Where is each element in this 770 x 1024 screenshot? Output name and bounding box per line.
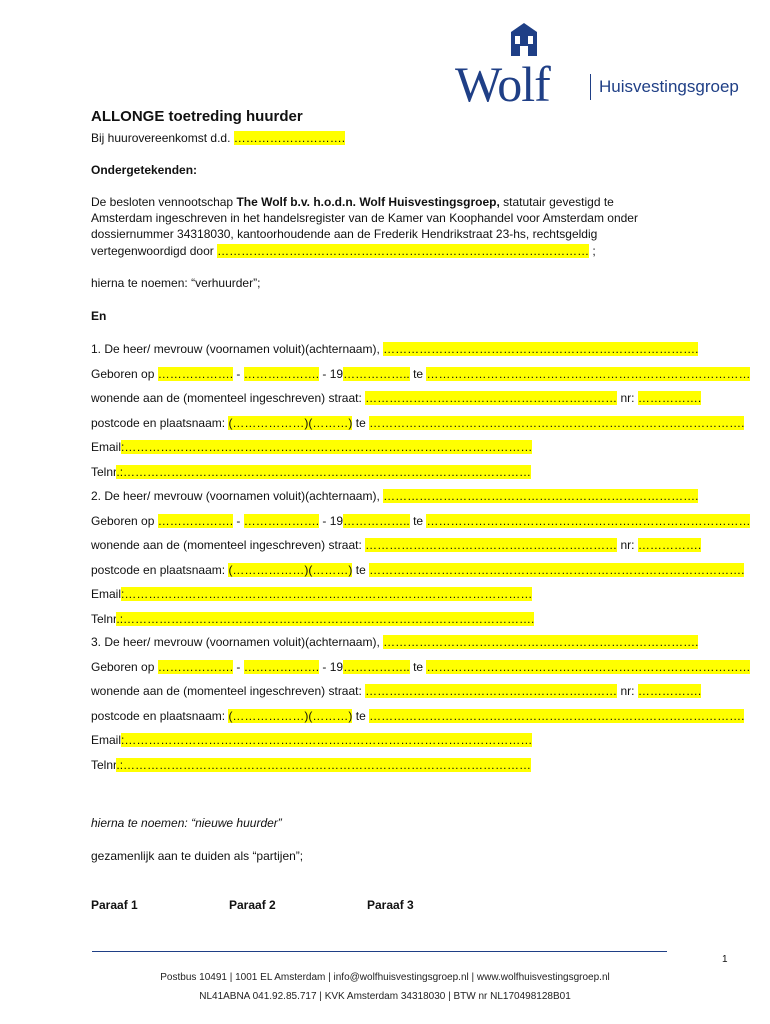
intro-text: vertegenwoordigd door: [91, 244, 218, 258]
postcode-label: postcode en plaatsnaam:: [91, 416, 229, 430]
tenant-name-field[interactable]: …………………………………………………………………….: [383, 635, 699, 649]
birth-label: Geboren op: [91, 514, 158, 528]
footer-contact: Postbus 10491 | 1001 EL Amsterdam | info@wolfhuisvestingsgroep.nl | www.wolfhuisvestingsgroep.nl: [160, 972, 610, 983]
birth-label: Geboren op: [91, 660, 158, 674]
tenant-phone-line: [91, 464, 531, 480]
signatories-heading: Ondergetekenden:: [91, 163, 198, 177]
document-title: ALLONGE toetreding huurder: [91, 108, 303, 125]
contract-date-line: [91, 130, 345, 146]
birth-place-field[interactable]: ………………………………………………………………………: [426, 660, 751, 674]
city-field[interactable]: ………………………………………………………………………………….: [369, 416, 745, 430]
tenant-name-field[interactable]: …………………………………………………………………….: [383, 342, 699, 356]
tenant-email-line: [91, 732, 532, 748]
street-label: wonende aan de (momenteel ingeschreven) straat:: [91, 684, 366, 698]
footer-registration: NL41ABNA 041.92.85.717 | KVK Amsterdam 34318030 | BTW nr NL170498128B01: [199, 991, 571, 1002]
tenant-name-label: 1. De heer/ mevrouw (voornamen voluit)(achternaam),: [91, 342, 384, 356]
intro-text: statutair gevestigd te: [499, 195, 614, 209]
city-field[interactable]: ………………………………………………………………………………….: [369, 709, 745, 723]
tenant-phone-line: [91, 757, 531, 773]
birth-place-field[interactable]: ………………………………………………………………………: [426, 367, 751, 381]
logo-separator: [590, 74, 591, 100]
tenant-birth-line: [91, 513, 750, 529]
date-separator: -: [233, 367, 244, 381]
intro-text: ;: [589, 244, 596, 258]
house-number-label: nr:: [617, 538, 638, 552]
wolf-logo: [455, 22, 755, 112]
birth-month-field[interactable]: ……………….: [243, 514, 320, 528]
intro-line-1: [91, 194, 614, 210]
email-field[interactable]: :…………………………………………………………………………………………: [121, 587, 533, 601]
birth-day-field[interactable]: ……………….: [157, 660, 234, 674]
postcode-field[interactable]: (………………)(………): [228, 563, 353, 577]
email-label: Email: [91, 587, 122, 601]
tenant-name-line: [91, 341, 698, 357]
birth-year-field[interactable]: ……………..: [343, 367, 410, 381]
postcode-field[interactable]: (………………)(………): [228, 416, 353, 430]
house-icon: [509, 22, 539, 56]
tenant-birth-line: [91, 366, 750, 382]
postcode-label: postcode en plaatsnaam:: [91, 709, 229, 723]
phone-field[interactable]: .:…………………………………………………………………………………………: [116, 465, 532, 479]
birth-day-field[interactable]: ……………….: [157, 514, 234, 528]
birth-place-label: te: [409, 514, 427, 528]
street-field[interactable]: ………………………………………………………: [365, 538, 618, 552]
birth-year-prefix: - 19: [319, 367, 344, 381]
phone-label: Telnr: [91, 758, 117, 772]
email-label: Email: [91, 733, 122, 747]
initials-3: Paraaf 3: [367, 898, 414, 912]
tenant-name-label: 3. De heer/ mevrouw (voornamen voluit)(achternaam),: [91, 635, 384, 649]
birth-day-field[interactable]: ……………….: [157, 367, 234, 381]
birth-place-field[interactable]: ………………………………………………………………………: [426, 514, 751, 528]
tenant-postcode-line: [91, 708, 744, 724]
birth-place-label: te: [409, 660, 427, 674]
tenant-name-label: 2. De heer/ mevrouw (voornamen voluit)(achternaam),: [91, 489, 384, 503]
house-number-field[interactable]: …………….: [637, 391, 702, 405]
city-field[interactable]: ………………………………………………………………………………….: [369, 563, 745, 577]
logo-wordmark: Wolf: [455, 56, 550, 112]
date-separator: -: [233, 514, 244, 528]
intro-line-4: [91, 243, 596, 259]
birth-year-prefix: - 19: [319, 660, 344, 674]
phone-label: Telnr: [91, 465, 117, 479]
intro-line-2: Amsterdam ingeschreven in het handelsregister van de Kamer van Koophandel voor Amsterdam onder: [91, 211, 638, 225]
contract-date-field[interactable]: ……………………….: [233, 131, 346, 145]
tenant-postcode-line: [91, 562, 744, 578]
initials-1: Paraaf 1: [91, 898, 138, 912]
birth-year-field[interactable]: ……………..: [343, 660, 410, 674]
city-label: te: [352, 416, 370, 430]
tenant-name-field[interactable]: …………………………………………………………………….: [383, 489, 699, 503]
intro-line-3: dossiernummer 34318030, kantoorhoudende aan de Frederik Hendrikstraat 23-hs, rechtsgeldig: [91, 227, 598, 241]
email-field[interactable]: :…………………………………………………………………………………………: [121, 733, 533, 747]
tenant-birth-line: [91, 659, 750, 675]
house-number-field[interactable]: …………….: [637, 684, 702, 698]
tenant-email-line: [91, 439, 532, 455]
parties-reference: gezamenlijk aan te duiden als “partijen”;: [91, 849, 304, 863]
street-label: wonende aan de (momenteel ingeschreven) straat:: [91, 538, 366, 552]
logo-tagline: Huisvestingsgroep: [599, 77, 739, 96]
tenant-address-line: [91, 683, 701, 699]
tenant-name-line: [91, 488, 698, 504]
phone-field[interactable]: .:…………………………………………………………………………………………: [116, 758, 532, 772]
tenant-address-line: [91, 537, 701, 553]
contract-date-label: Bij huurovereenkomst d.d.: [91, 131, 234, 145]
initials-2: Paraaf 2: [229, 898, 276, 912]
birth-year-field[interactable]: ……………..: [343, 514, 410, 528]
landlord-reference: hierna te noemen: “verhuurder”;: [91, 276, 261, 290]
city-label: te: [352, 563, 370, 577]
intro-text: De besloten vennootschap: [91, 195, 237, 209]
birth-place-label: te: [409, 367, 427, 381]
postcode-label: postcode en plaatsnaam:: [91, 563, 229, 577]
representative-field[interactable]: …………………………………………………………………………………: [217, 244, 590, 258]
tenant-address-line: [91, 390, 701, 406]
street-label: wonende aan de (momenteel ingeschreven) straat:: [91, 391, 366, 405]
tenant-email-line: [91, 586, 532, 602]
birth-month-field[interactable]: ……………….: [243, 660, 320, 674]
birth-label: Geboren op: [91, 367, 158, 381]
date-separator: -: [233, 660, 244, 674]
house-number-field[interactable]: …………….: [637, 538, 702, 552]
postcode-field[interactable]: (………………)(………): [228, 709, 353, 723]
tenant-postcode-line: [91, 415, 744, 431]
birth-year-prefix: - 19: [319, 514, 344, 528]
email-field[interactable]: :…………………………………………………………………………………………: [121, 440, 533, 454]
new-tenant-reference: hierna te noemen: “nieuwe huurder”: [91, 816, 282, 830]
footer-divider: [92, 951, 667, 952]
phone-field[interactable]: .:………………………………………………………………………………………….: [116, 612, 535, 626]
phone-label: Telnr: [91, 612, 117, 626]
house-number-label: nr:: [617, 391, 638, 405]
tenant-name-line: [91, 634, 698, 650]
company-name: The Wolf b.v. h.o.d.n. Wolf Huisvestingsgroep,: [236, 195, 500, 209]
street-field[interactable]: ………………………………………………………: [365, 391, 618, 405]
page-number: 1: [722, 954, 728, 965]
email-label: Email: [91, 440, 122, 454]
city-label: te: [352, 709, 370, 723]
birth-month-field[interactable]: ……………….: [243, 367, 320, 381]
tenant-phone-line: [91, 611, 534, 627]
house-number-label: nr:: [617, 684, 638, 698]
and-heading: En: [91, 309, 107, 323]
street-field[interactable]: ………………………………………………………: [365, 684, 618, 698]
